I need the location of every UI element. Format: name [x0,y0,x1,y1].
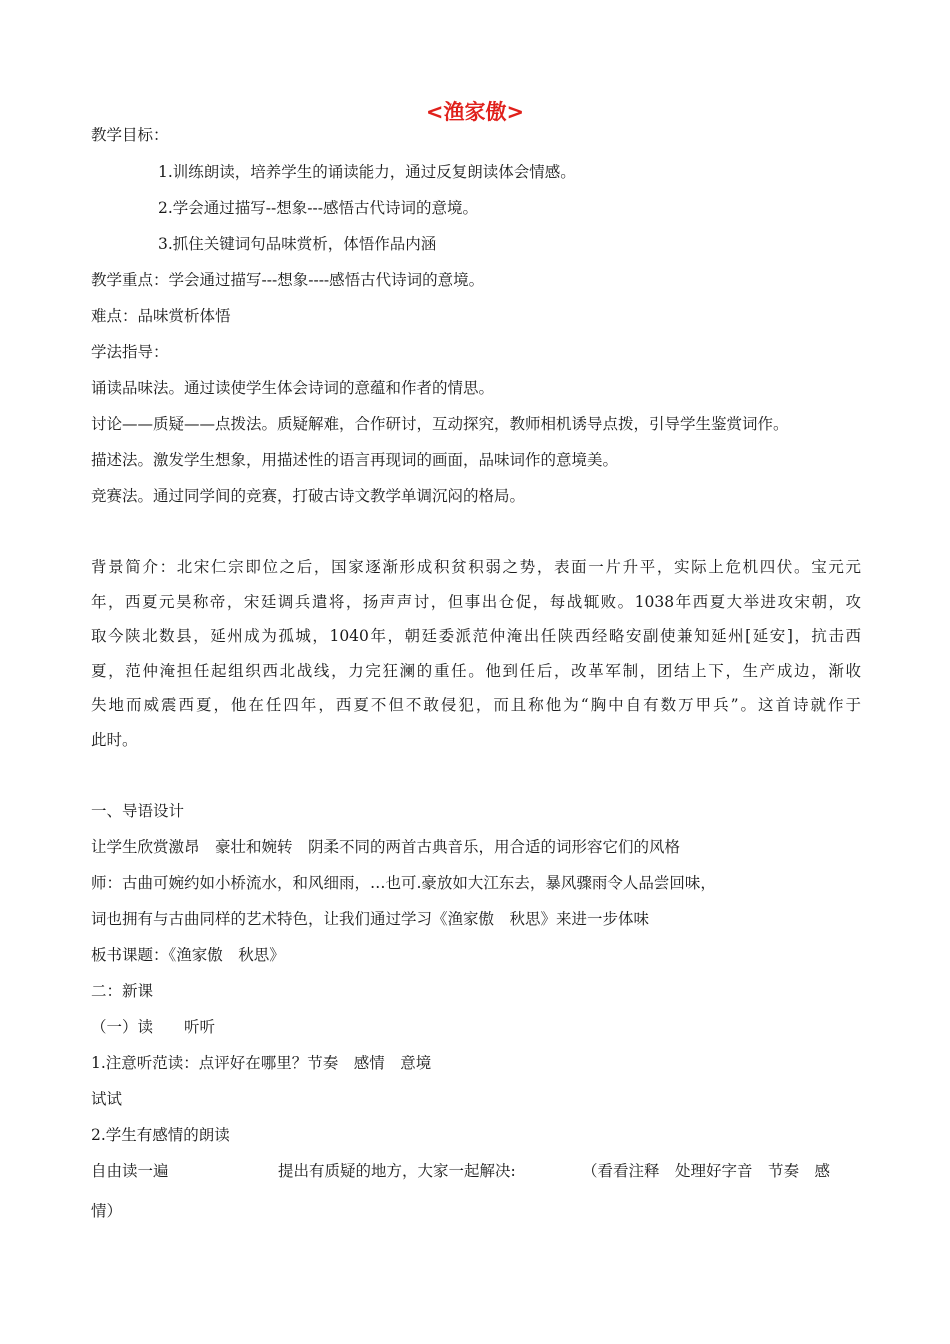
background-line: 失地而威震西夏，他在任四年，西夏不但不敢侵犯，而且称他为“胸中自有数万甲兵”。这首诗就作于 [91,696,861,714]
raise-questions-text: 提出有质疑的地方，大家一起解决: [278,1162,516,1180]
paren-notes-text: （看看注释 处理好字音 节奏 感 [582,1162,831,1180]
background-line: 此时。 [91,730,138,749]
objective-item: 2.学会通过描写--想象---感悟古代诗词的意境。 [158,199,478,217]
section2-item: 1.注意听范读：点评好在哪里？节奏 感情 意境 [91,1054,432,1072]
free-read-line [91,1160,861,1182]
method-item: 讨论——质疑——点拨法。质疑解难，合作研讨，互动探究，教师相机诱导点拨，引导学生鉴赏词作。 [91,415,789,433]
section2-try: 试试 [91,1090,123,1108]
section1-line: 师：古曲可婉约如小桥流水，和风细雨，…也可.豪放如大江东去，暴风骤雨令人品尝回味， [91,874,716,892]
background-paragraph [91,550,861,757]
board-title: 板书课题：《渔家傲 秋思》 [91,946,285,964]
document-title: <渔家傲> [425,100,525,124]
section1-line: 让学生欣赏激昂 豪壮和婉转 阴柔不同的两首古典音乐，用合适的词形容它们的风格 [91,838,681,856]
section1-heading: 一、导语设计 [91,802,185,820]
background-line: 年，西夏元昊称帝，宋廷调兵遣将，扬声声讨，但事出仓促，每战辄败。1038年西夏大举进攻宋朝，攻 [91,592,861,611]
section1-line: 词也拥有与古曲同样的艺术特色，让我们通过学习《渔家傲 秋思》来进一步体味 [91,910,650,928]
method-item: 竞赛法。通过同学间的竞赛，打破古诗文教学单调沉闷的格局。 [91,487,526,505]
difficulty: 难点：品味赏析体悟 [91,307,231,325]
objective-item: 1.训练朗读，培养学生的诵读能力，通过反复朗读体会情感。 [158,163,576,181]
free-read-text: 自由读一遍 [91,1162,169,1180]
subsection-heading: （一）读 听听 [91,1018,216,1036]
methods-heading: 学法指导： [91,343,169,361]
method-item: 诵读品味法。通过读使学生体会诗词的意蕴和作者的情思。 [91,379,495,397]
objective-item: 3.抓住关键词句品味赏析，体悟作品内涵 [158,235,437,253]
method-item: 描述法。激发学生想象，用描述性的语言再现词的画面，品味词作的意境美。 [91,451,619,469]
paren-notes-end: 情） [91,1202,123,1220]
section2-heading: 二：新课 [91,982,154,1000]
background-line: 取今陕北数县，延州成为孤城，1040年，朝廷委派范仲淹出任陕西经略安副使兼知延州[延安]，抗击西 [91,627,861,645]
key-point: 教学重点：学会通过描写---想象----感悟古代诗词的意境。 [91,271,485,289]
section2-item: 2.学生有感情的朗读 [91,1126,230,1144]
background-line: 夏，范仲淹担任起组织西北战线，力完狂澜的重任。他到任后，改革军制，团结上下，生产成边，渐收 [91,661,861,680]
objectives-heading: 教学目标： [91,126,169,144]
background-line: 背景简介：北宋仁宗即位之后，国家逐渐形成积贫积弱之势，表面一片升平，实际上危机四伏。宝元元 [91,558,861,576]
